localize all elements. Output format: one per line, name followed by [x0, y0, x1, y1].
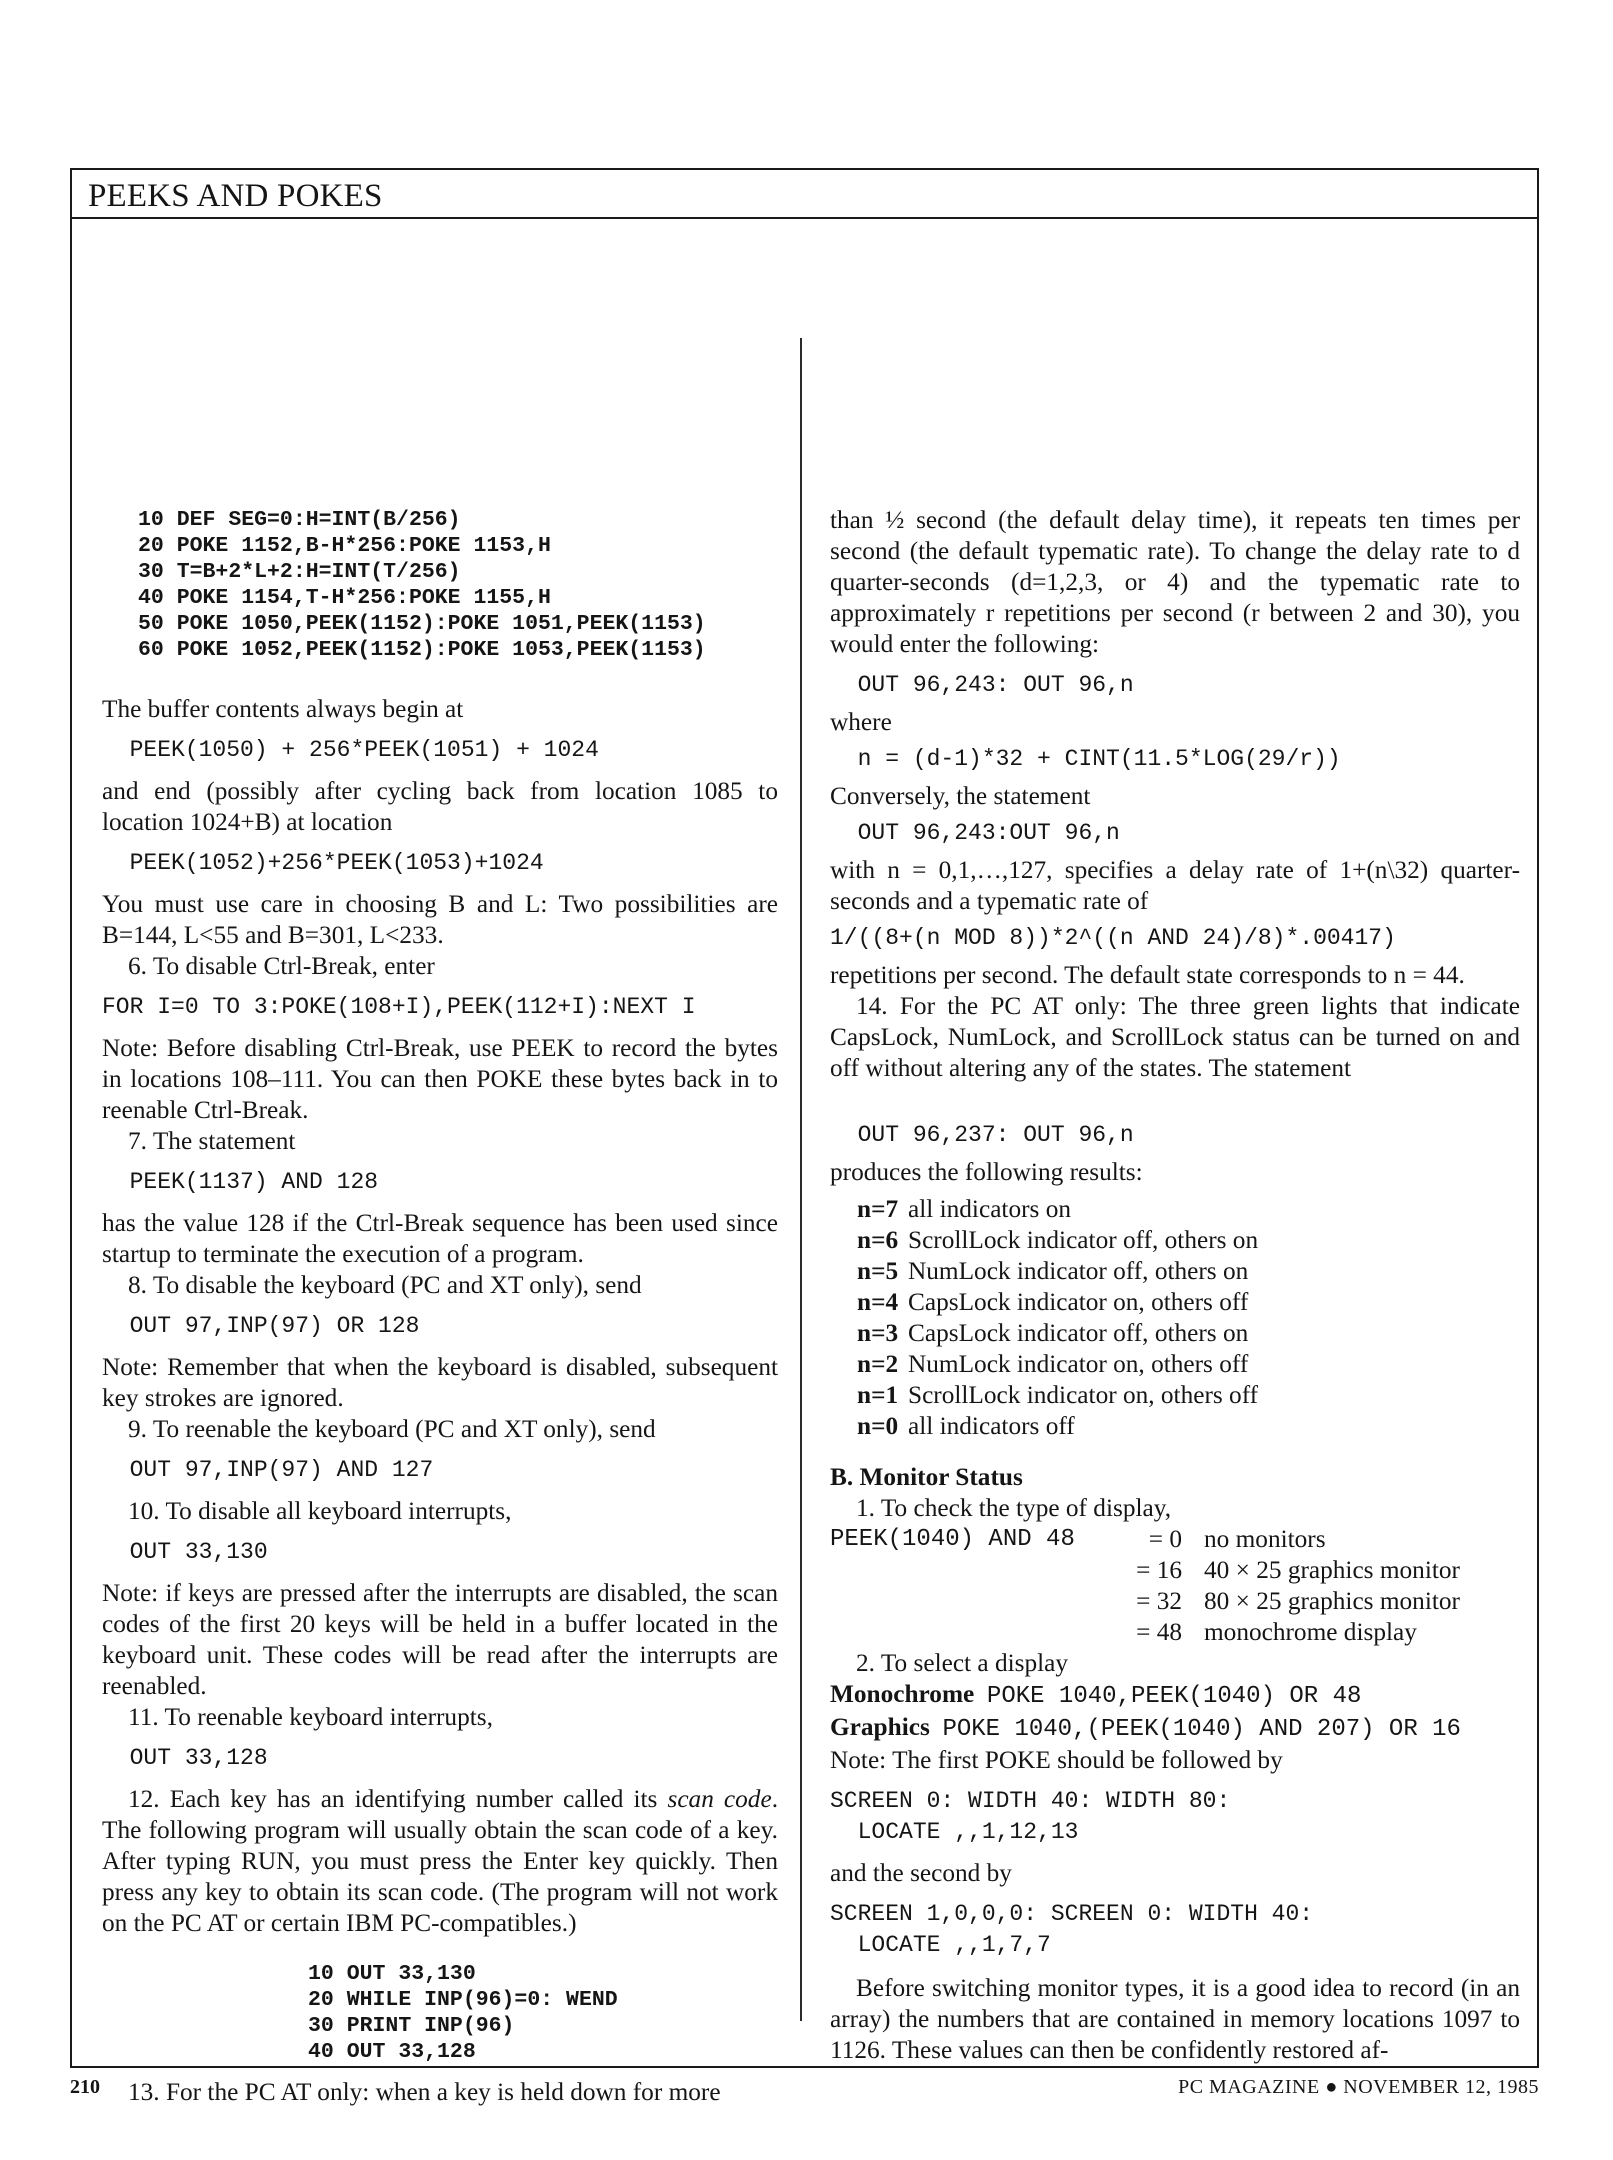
page-number: 210: [70, 2076, 100, 2098]
indicator-row: [830, 1380, 1520, 1411]
paragraph: produces the following results:: [830, 1158, 1143, 1186]
code-line: FOR I=0 TO 3:POKE(108+I),PEEK(112+I):NEXT I: [102, 994, 696, 1020]
indicator-value: n=1: [857, 1381, 899, 1409]
code-line: OUT 97,INP(97) OR 128: [102, 1313, 420, 1339]
monitor-code: [830, 1555, 1116, 1586]
indicator-value: n=0: [857, 1412, 899, 1440]
graphics-row: [830, 1712, 1520, 1745]
paragraph: with n = 0,1,…,127, specifies a delay rate of 1+(n\32) quarter-seconds and a typematic rate of: [830, 856, 1520, 915]
text-run: . The following program will usually obtain the scan code of a key. After typing RUN, you must press the Enter key quickly. Then press any key to obtain its scan code. (The program will not work on the PC AT or certain IBM PC-compatibles.): [102, 1785, 779, 1937]
paragraph: repetitions per second. The default state corresponds to n = 44.: [830, 961, 1465, 989]
monochrome-code: POKE 1040,PEEK(1040) OR 48: [986, 1683, 1362, 1710]
indicator-row: [830, 1411, 1520, 1442]
monochrome-row: [830, 1679, 1520, 1712]
list-item: 8. To disable the keyboard (PC and XT only), send: [128, 1271, 642, 1299]
emphasis: scan code: [667, 1785, 772, 1813]
monitor-value: = 0: [1148, 1525, 1182, 1553]
code-line: PEEK(1052)+256*PEEK(1053)+1024: [102, 850, 544, 876]
list-item: 13. For the PC AT only: when a key is held down for more: [128, 2078, 721, 2106]
monitor-description: 80 × 25 graphics monitor: [1204, 1587, 1460, 1615]
list-item: 7. The statement: [128, 1127, 296, 1155]
indicator-description: NumLock indicator on, others off: [908, 1350, 1249, 1378]
code-listing-buffer: 10 DEF SEG=0:H=INT(B/256) 20 POKE 1152,B-H*256:POKE 1153,H 30 T=B+2*L+2:H=INT(T/256) 40 POKE 1154,T-H*256:POKE 1155,H 50 POKE 1050,PEEK(1152):POKE 1051,PEEK(1153) 60 POKE 1052,PEEK(1152):POKE 1053,PEEK(1153): [138, 508, 706, 662]
indicator-value: n=4: [857, 1288, 899, 1316]
monitor-code: PEEK(1040) AND 48: [830, 1526, 1075, 1553]
paragraph: You must use care in choosing B and L: Two possibilities are B=144, L<55 and B=301, L<233.: [102, 890, 778, 949]
section-header: [72, 170, 1537, 219]
code-block: SCREEN 1,0,0,0: SCREEN 0: WIDTH 40: LOCATE ,,1,7,7: [830, 1901, 1314, 1958]
list-item: 2. To select a display: [856, 1649, 1069, 1677]
paragraph: and end (possibly after cycling back from location 1085 to location 1024+B) at location: [102, 777, 778, 836]
indicator-description: all indicators on: [908, 1195, 1071, 1223]
indicator-description: CapsLock indicator off, others on: [908, 1319, 1249, 1347]
monitor-row: [830, 1524, 1520, 1555]
code-listing-scan: 10 OUT 33,130 20 WHILE INP(96)=0: WEND 30 PRINT INP(96) 40 OUT 33,128: [308, 1962, 618, 2064]
code-line: OUT 33,130: [102, 1539, 268, 1565]
indicator-row: [830, 1194, 1520, 1225]
indicator-row: [830, 1287, 1520, 1318]
list-item: 14. For the PC AT only: The three green lights that indicate CapsLock, NumLock, and ScrollLock status can be turned on and off without altering any of the states. The statement: [830, 992, 1520, 1082]
paragraph: than ½ second (the default delay time), it repeats ten times per second (the default typematic rate). To change the delay rate to d quarter-seconds (d=1,2,3, or 4) and the typematic rate to approximately r repetitions per second (r between 2 and 30), you would enter the following:: [830, 506, 1520, 658]
paragraph: The buffer contents always begin at: [102, 695, 464, 723]
note: Note: Remember that when the keyboard is disabled, subsequent key strokes are ignored.: [102, 1353, 778, 1412]
monitor-row: [830, 1617, 1520, 1648]
indicator-row: [830, 1318, 1520, 1349]
note: Note: The first POKE should be followed by: [830, 1746, 1283, 1774]
monitor-description: monochrome display: [1204, 1618, 1417, 1646]
paragraph: has the value 128 if the Ctrl-Break sequence has been used since startup to terminate the execution of a program.: [102, 1209, 778, 1268]
list-item: 10. To disable all keyboard interrupts,: [128, 1497, 512, 1525]
paragraph: where: [830, 708, 892, 736]
indicator-description: all indicators off: [908, 1412, 1075, 1440]
paragraph: and the second by: [830, 1859, 1012, 1887]
paragraph: Before switching monitor types, it is a good idea to record (in an array) the numbers that are contained in memory locations 1097 to 1126. These values can then be confidently restored af-: [830, 1974, 1520, 2064]
list-item: 11. To reenable keyboard interrupts,: [128, 1703, 493, 1731]
list-item: 1. To check the type of display,: [856, 1494, 1172, 1522]
indicator-list: [830, 1194, 1520, 1442]
indicator-value: n=7: [857, 1195, 899, 1223]
code-line: OUT 96,243: OUT 96,n: [830, 672, 1134, 698]
section-title: PEEKS AND POKES: [88, 178, 383, 214]
monitor-description: 40 × 25 graphics monitor: [1204, 1556, 1460, 1584]
section-heading: B. Monitor Status: [830, 1463, 1023, 1491]
indicator-description: NumLock indicator off, others on: [908, 1257, 1249, 1285]
running-footer: PC MAGAZINE ● NOVEMBER 12, 1985: [1178, 2076, 1539, 2098]
monitor-value: = 48: [1136, 1618, 1182, 1646]
indicator-row: [830, 1349, 1520, 1380]
indicator-row: [830, 1256, 1520, 1287]
monitor-value: = 16: [1136, 1556, 1182, 1584]
list-item: 9. To reenable the keyboard (PC and XT only), send: [128, 1415, 656, 1443]
indicator-value: n=2: [857, 1350, 899, 1378]
code-line: PEEK(1137) AND 128: [102, 1169, 379, 1195]
monitor-row: [830, 1555, 1520, 1586]
text-run: 12. Each key has an identifying number called its: [128, 1785, 668, 1813]
monitor-description: no monitors: [1204, 1525, 1326, 1553]
code-line: 1/((8+(n MOD 8))*2^((n AND 24)/8)*.00417): [830, 925, 1396, 951]
indicator-description: ScrollLock indicator off, others on: [908, 1226, 1259, 1254]
column-divider: [800, 338, 802, 2021]
monitor-row: [830, 1586, 1520, 1617]
monitor-table: [830, 1524, 1520, 1648]
indicator-value: n=5: [857, 1257, 899, 1285]
code-line: OUT 97,INP(97) AND 127: [102, 1457, 434, 1483]
monitor-code: [830, 1617, 1116, 1648]
code-line: PEEK(1050) + 256*PEEK(1051) + 1024: [102, 737, 599, 763]
list-item-12: [102, 1784, 778, 1939]
code-line: OUT 96,237: OUT 96,n: [830, 1122, 1134, 1148]
indicator-description: ScrollLock indicator on, others off: [908, 1381, 1259, 1409]
indicator-value: n=6: [857, 1226, 899, 1254]
code-line: OUT 96,243:OUT 96,n: [830, 820, 1120, 846]
note: Note: if keys are pressed after the interrupts are disabled, the scan codes of the first 20 keys will be held in a buffer located in the keyboard unit. These codes will be read after the interrupts are reenabled.: [102, 1579, 778, 1700]
monitor-code: [830, 1586, 1116, 1617]
monitor-value: = 32: [1136, 1587, 1182, 1615]
monochrome-label: Monochrome: [830, 1680, 975, 1708]
right-column: [830, 336, 1520, 2066]
code-block: SCREEN 0: WIDTH 40: WIDTH 80: LOCATE ,,1,12,13: [830, 1788, 1231, 1845]
paragraph: Conversely, the statement: [830, 782, 1091, 810]
note: Note: Before disabling Ctrl-Break, use PEEK to record the bytes in locations 108–111. You can then POKE these bytes back in to reenable Ctrl-Break.: [102, 1034, 778, 1124]
code-line: OUT 33,128: [102, 1745, 268, 1771]
graphics-label: Graphics: [830, 1713, 930, 1741]
graphics-code: POKE 1040,(PEEK(1040) AND 207) OR 16: [942, 1716, 1461, 1743]
code-line: n = (d-1)*32 + CINT(11.5*LOG(29/r)): [830, 746, 1341, 772]
indicator-description: CapsLock indicator on, others off: [908, 1288, 1249, 1316]
left-column: [102, 336, 778, 2108]
indicator-row: [830, 1225, 1520, 1256]
indicator-value: n=3: [857, 1319, 899, 1347]
list-item: 6. To disable Ctrl-Break, enter: [128, 952, 435, 980]
